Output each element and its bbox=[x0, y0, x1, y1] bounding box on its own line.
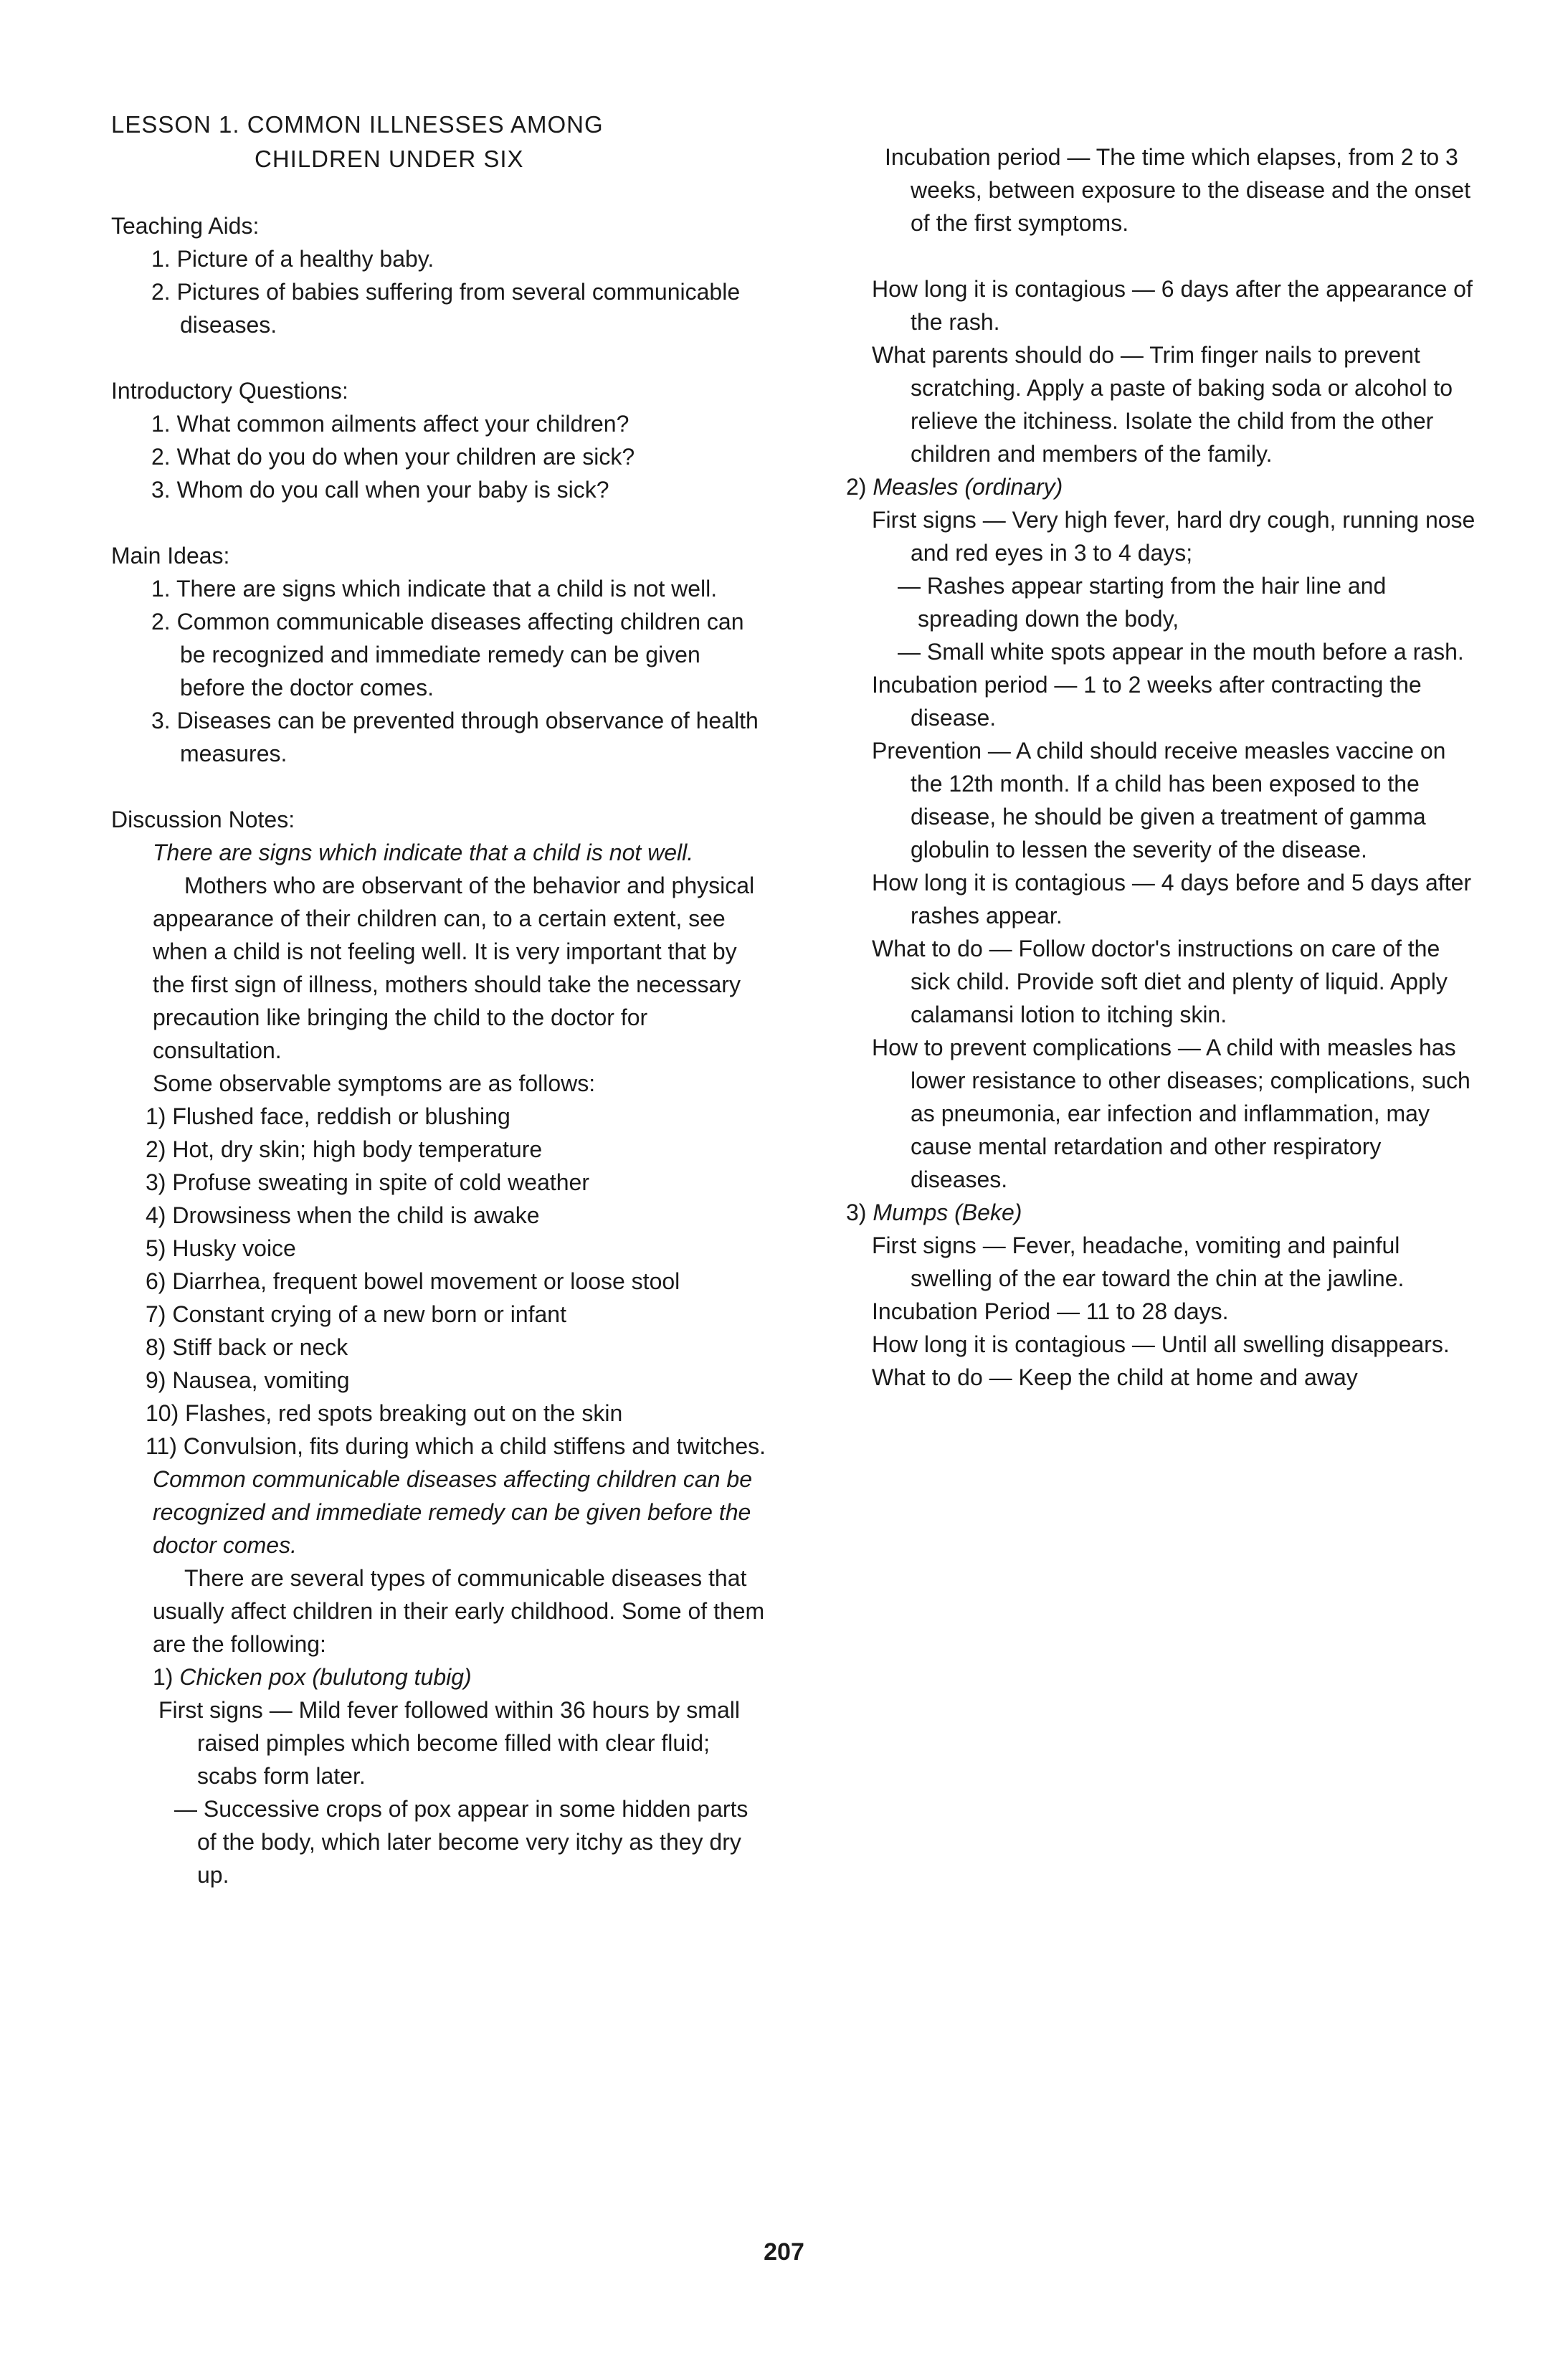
measles-prevention: Prevention — A child should receive measles vaccine on the 12th month. If a child has been exposed to the disease, he should be given a treatment of gamma globulin to lessen the severity of the disease. bbox=[872, 738, 1446, 863]
list-item: 11) Convulsion, fits during which a child stiffens and twitches. bbox=[146, 1433, 766, 1459]
lesson-title-line1: LESSON 1. COMMON ILLNESSES AMONG bbox=[111, 111, 604, 138]
measles-dash-2: — Small white spots appear in the mouth before a rash. bbox=[898, 639, 1464, 665]
list-item: 1. There are signs which indicate that a child is not well. bbox=[151, 576, 718, 602]
measles-incubation: Incubation period — 1 to 2 weeks after contracting the disease. bbox=[872, 672, 1422, 731]
discussion-paragraph-1: Mothers who are observant of the behavior and physical appearance of their children can, to a certain extent, see when a child is not feeling well. It is very important that by the first sign of illness, mothers should take the necessary precaution like bringing the child to the doctor for consultation. bbox=[153, 873, 755, 1063]
measles-section bbox=[846, 470, 1477, 1196]
list-item: 9) Nausea, vomiting bbox=[146, 1367, 350, 1393]
discussion-idea-1: There are signs which indicate that a child is not well. bbox=[153, 840, 694, 865]
introductory-questions-list bbox=[111, 407, 771, 506]
chicken-pox-section bbox=[111, 1661, 771, 1891]
main-ideas-heading: Main Ideas: bbox=[111, 543, 230, 569]
list-item: 5) Husky voice bbox=[146, 1235, 296, 1261]
chicken-pox-continued bbox=[846, 141, 1477, 470]
list-item: 6) Diarrhea, frequent bowel movement or loose stool bbox=[146, 1268, 680, 1294]
list-item: 2) Hot, dry skin; high body temperature bbox=[146, 1136, 543, 1162]
symptoms-intro: Some observable symptoms are as follows: bbox=[153, 1070, 596, 1096]
list-item: 3. Diseases can be prevented through observance of health measures. bbox=[151, 708, 759, 766]
mumps-name: Mumps (Beke) bbox=[873, 1199, 1022, 1225]
introductory-questions-section bbox=[111, 374, 771, 506]
chicken-pox-title bbox=[111, 1661, 771, 1693]
measles-dash-1: — Rashes appear starting from the hair line and spreading down the body, bbox=[898, 573, 1387, 632]
list-item: 3) Profuse sweating in spite of cold weather bbox=[146, 1169, 589, 1195]
page-number: 207 bbox=[764, 2238, 804, 2266]
mumps-what-to-do: What to do — Keep the child at home and away bbox=[872, 1364, 1358, 1390]
measles-what-to-do: What to do — Follow doctor's instructions on care of the sick child. Provide soft diet and plenty of liquid. Apply calamansi lotion to itching skin. bbox=[872, 936, 1448, 1027]
measles-complications: How to prevent complications — A child with measles has lower resistance to other diseases; complications, such as pneumonia, ear infection and inflammation, may cause mental retardation and other respiratory diseases. bbox=[872, 1035, 1470, 1192]
introductory-questions-heading: Introductory Questions: bbox=[111, 378, 348, 404]
mumps-number: 3) bbox=[846, 1199, 867, 1225]
teaching-aids-list bbox=[111, 242, 771, 341]
mumps-incubation: Incubation Period — 11 to 28 days. bbox=[872, 1298, 1229, 1324]
measles-title bbox=[846, 470, 1477, 503]
discussion-idea-2: Common communicable diseases affecting children can be recognized and immediate remedy can be given before the doctor comes. bbox=[153, 1466, 752, 1558]
lesson-title-line2: CHILDREN UNDER SIX bbox=[255, 146, 524, 172]
chicken-pox-number: 1) bbox=[153, 1664, 174, 1690]
mumps-contagious: How long it is contagious — Until all swelling disappears. bbox=[872, 1331, 1450, 1357]
mumps-section bbox=[846, 1196, 1477, 1394]
chicken-pox-incubation: Incubation period — The time which elapses, from 2 to 3 weeks, between exposure to the disease and the onset of the first symptoms. bbox=[885, 144, 1470, 236]
chicken-pox-first-signs: First signs — Mild fever followed within 36 hours by small raised pimples which become filled with clear fluid; scabs form later. bbox=[158, 1697, 740, 1789]
measles-contagious: How long it is contagious — 4 days before and 5 days after rashes appear. bbox=[872, 870, 1472, 928]
list-item: 1. Picture of a healthy baby. bbox=[151, 246, 434, 272]
list-item: 3. Whom do you call when your baby is sick? bbox=[151, 477, 609, 503]
discussion-heading: Discussion Notes: bbox=[111, 807, 295, 832]
main-ideas-section bbox=[111, 539, 771, 770]
chicken-pox-name: Chicken pox (bulutong tubig) bbox=[179, 1664, 472, 1690]
list-item: 2. Common communicable diseases affecting children can be recognized and immediate remedy can be given before the doctor comes. bbox=[151, 609, 744, 700]
list-item: 2. Pictures of babies suffering from several communicable diseases. bbox=[151, 279, 741, 338]
discussion-section bbox=[111, 803, 771, 1661]
list-item: 1. What common ailments affect your children? bbox=[151, 411, 629, 437]
main-ideas-list bbox=[111, 572, 771, 770]
chicken-pox-parents: What parents should do — Trim finger nails to prevent scratching. Apply a paste of baking soda or alcohol to relieve the itchiness. Isolate the child from the other children and members of the family. bbox=[872, 342, 1453, 467]
measles-name: Measles (ordinary) bbox=[873, 474, 1063, 500]
measles-number: 2) bbox=[846, 474, 867, 500]
lesson-title bbox=[111, 108, 771, 176]
discussion-paragraph-2: There are several types of communicable diseases that usually affect children in their early childhood. Some of them are the following: bbox=[153, 1565, 765, 1657]
mumps-first-signs: First signs — Fever, headache, vomiting and painful swelling of the ear toward the chin at the jawline. bbox=[872, 1232, 1405, 1291]
list-item: 10) Flashes, red spots breaking out on the skin bbox=[146, 1400, 623, 1426]
list-item: 2. What do you do when your children are sick? bbox=[151, 444, 635, 470]
chicken-pox-dash-1: — Successive crops of pox appear in some hidden parts of the body, which later become very itchy as they dry up. bbox=[174, 1796, 749, 1888]
teaching-aids-section bbox=[111, 209, 771, 341]
list-item: 1) Flushed face, reddish or blushing bbox=[146, 1103, 510, 1129]
mumps-title bbox=[846, 1196, 1477, 1229]
list-item: 7) Constant crying of a new born or infant bbox=[146, 1301, 566, 1327]
left-column bbox=[111, 108, 771, 1891]
list-item: 4) Drowsiness when the child is awake bbox=[146, 1202, 540, 1228]
teaching-aids-heading: Teaching Aids: bbox=[111, 213, 260, 239]
measles-first-signs: First signs — Very high fever, hard dry cough, running nose and red eyes in 3 to 4 days; bbox=[872, 507, 1476, 566]
chicken-pox-contagious: How long it is contagious — 6 days after the appearance of the rash. bbox=[872, 276, 1473, 335]
symptoms-list bbox=[111, 1100, 771, 1463]
list-item: 8) Stiff back or neck bbox=[146, 1334, 348, 1360]
right-column bbox=[846, 108, 1477, 1394]
